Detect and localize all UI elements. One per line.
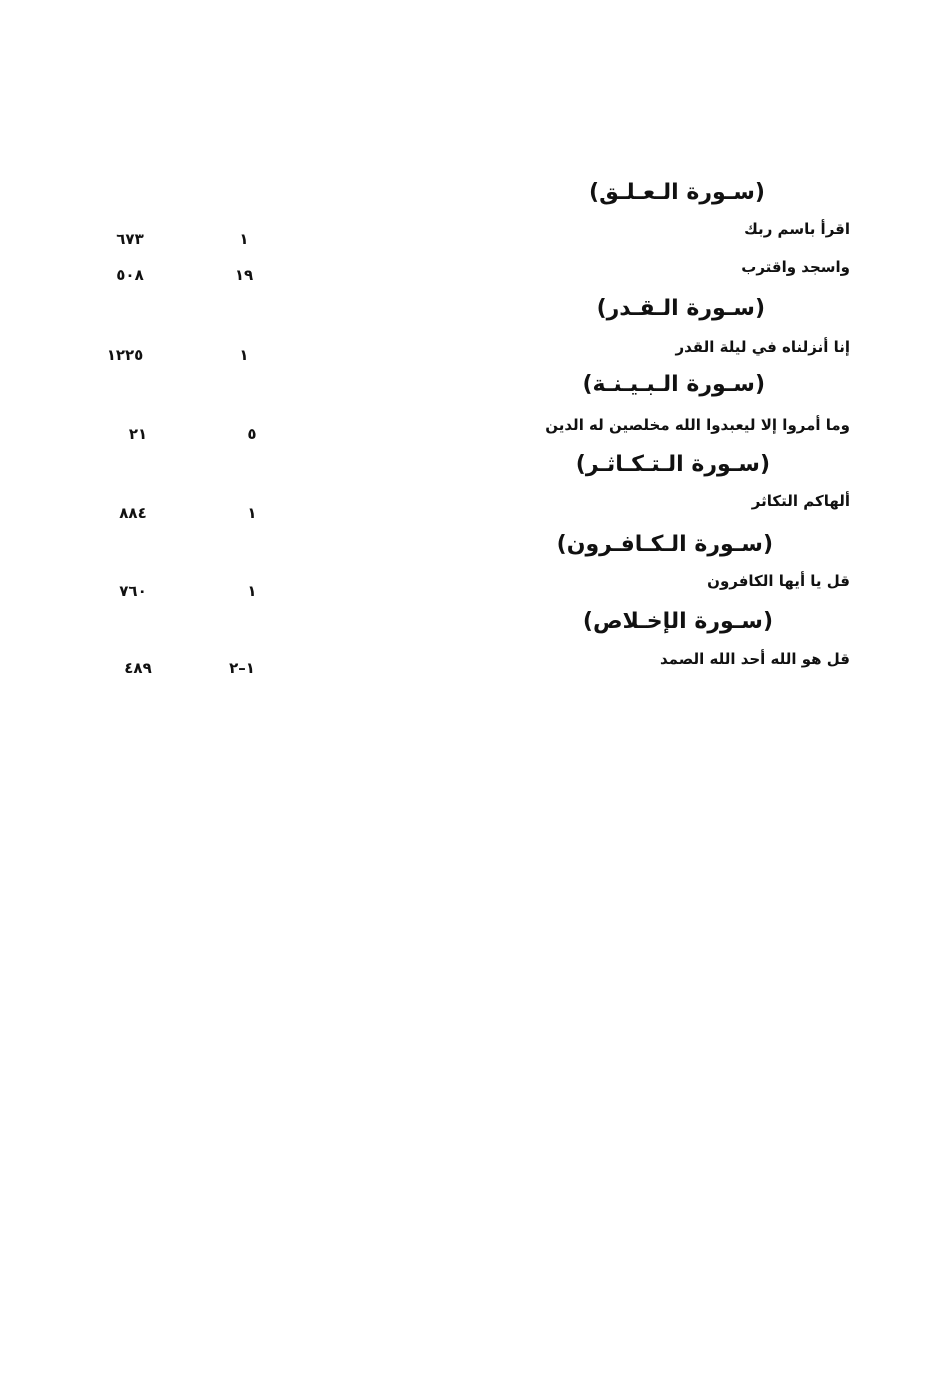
verse-text: ألهاكم التكاثر xyxy=(751,492,850,510)
verse-number: ١٩ xyxy=(234,266,254,284)
surah-header-kafirun: (سـورة الـكـافـرون) xyxy=(556,532,773,557)
page-number: ٢١ xyxy=(128,425,148,443)
verse-number: ١ xyxy=(247,504,257,522)
page-number: ٥٠٨ xyxy=(116,266,144,284)
verse-text: وما أمروا إلا ليعبدوا الله مخلصين له الدين xyxy=(545,416,850,434)
verse-number: ١ xyxy=(247,582,257,600)
verse-text: اقرأ باسم ربك xyxy=(744,220,850,238)
verse-text: قل يا أيها الكافرون xyxy=(707,572,850,590)
verse-number: ١ xyxy=(239,230,249,248)
page-number: ٦٧٣ xyxy=(116,230,144,248)
verse-number: ١ xyxy=(239,346,249,364)
verse-text: إنا أنزلناه في ليلة القدر xyxy=(675,338,850,356)
surah-header-alaq: (سـورة الـعـلـق) xyxy=(589,180,765,205)
surah-header-takathur: (سـورة الـتـكـاثـر) xyxy=(575,452,770,477)
page-number: ٨٨٤ xyxy=(119,504,147,522)
verse-text: قل هو الله أحد الله الصمد xyxy=(659,650,850,668)
verse-number: ١–٢ xyxy=(229,659,255,677)
page-number: ٧٦٠ xyxy=(119,582,147,600)
verse-text: واسجد واقترب xyxy=(741,258,850,276)
surah-header-qadr: (سـورة الـقـدر) xyxy=(596,296,765,321)
surah-header-bayyina: (سـورة الـبـيـنـة) xyxy=(582,372,765,397)
page-number: ١٢٢٥ xyxy=(106,346,144,364)
surah-header-ikhlas: (سـورة الإخـلاص) xyxy=(582,609,773,634)
verse-number: ٥ xyxy=(247,425,257,443)
page-number: ٤٨٩ xyxy=(124,659,152,677)
